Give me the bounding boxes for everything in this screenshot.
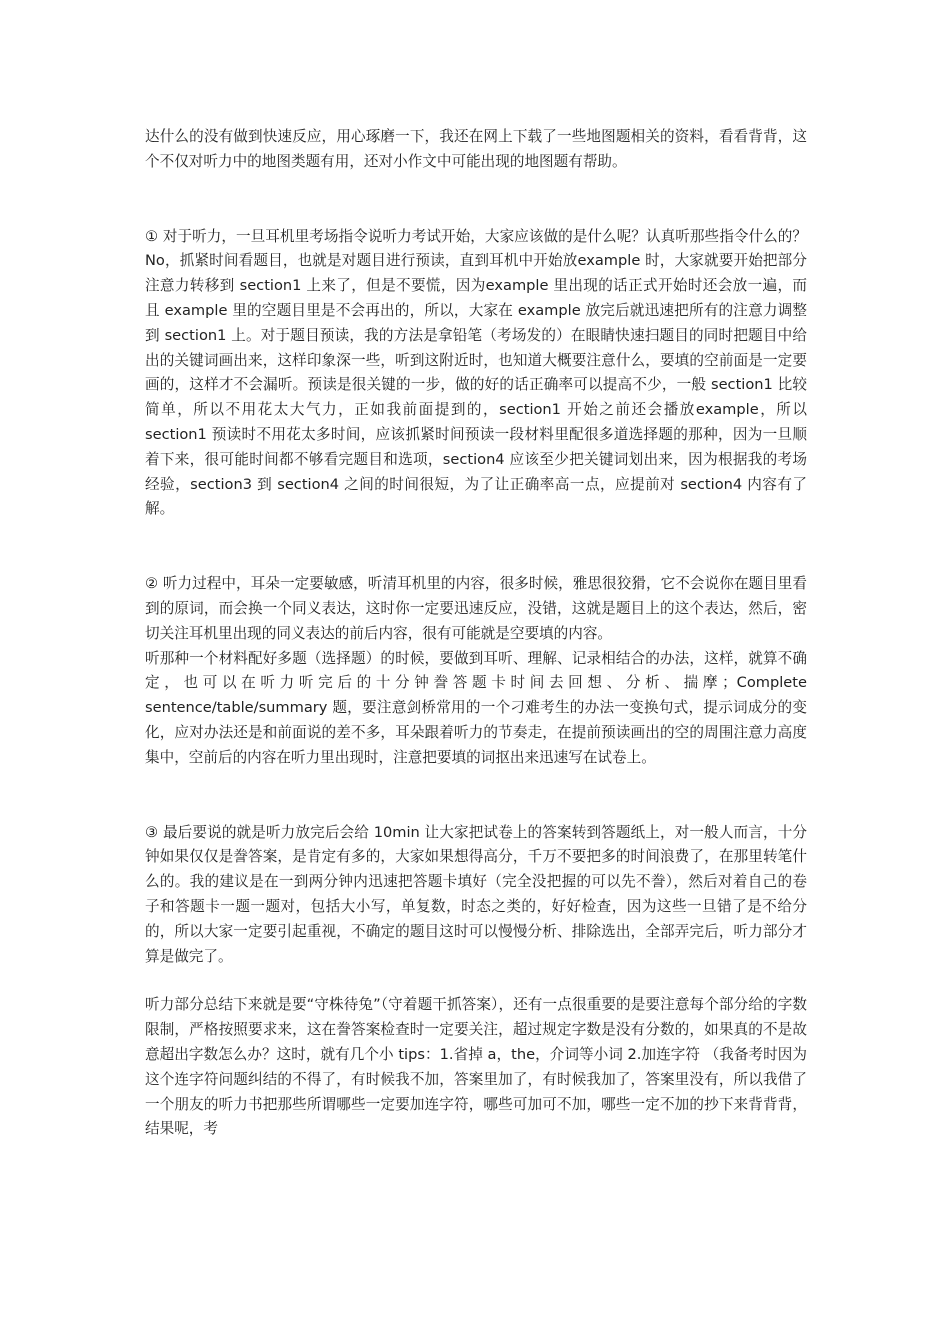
paragraph-summary: 听力部分总结下来就是要“守株待兔”（守着题干抓答案），还有一点很重要的是要注意每个部分给的字数限制，严格按照要求来，这在誊答案检查时一定要关注，超过规定字数是没有分数的，如果真的不是故意超出字数怎么办？这时，就有几个小 tips：1.省掉 a，the，介词等小词 2.加连字符 （我备考时因为这个连字符问题纠结的不得了，有时候我不加，答案里加了，有时候我加了，答案里没有，所以我借了一个朋友的听力书把那些所谓哪些一定要加连字符，哪些可加可不加，哪些一定不加的抄下来背背背，结果呢，考 — [145, 996, 807, 1138]
paragraph-map-materials: 达什么的没有做到快速反应，用心琢磨一下，我还在网上下载了一些地图题相关的资料，看看背背，这个不仅对听力中的地图类题有用，还对小作文中可能出现的地图题有帮助。 — [145, 128, 807, 170]
document-page — [145, 125, 807, 1142]
paragraph-tip-2-listening: ② 听力过程中，耳朵一定要敏感，听清耳机里的内容，很多时候，雅思很狡猾，它不会说你在题目里看到的原词，而会换一个同义表达，这时你一定要迅速反应，没错，这就是题目上的这个表达，然后，密切关注耳机里出现的同义表达的前后内容，很有可能就是空要填的内容。 — [145, 575, 807, 642]
paragraph-multiple-choice: 听那种一个材料配好多题（选择题）的时候，要做到耳听、理解、记录相结合的办法，这样，就算不确定，也可以在听力听完后的十分钟誊答题卡时间去回想、分析、揣摩；Complete sentence/table/summary 题，要注意剑桥常用的一个刁难考生的办法一变换句式，提示词成分的变化，应对办法还是和前面说的差不多，耳朵跟着听力的节奏走，在提前预读画出的空的周围注意力高度集中，空前后的内容在听力里出现时，注意把要填的词抠出来迅速写在试卷上。 — [145, 649, 807, 766]
paragraph-spacer — [145, 771, 807, 821]
paragraph-spacer — [145, 969, 807, 993]
paragraph-spacer — [145, 175, 807, 225]
paragraph-spacer — [145, 522, 807, 572]
paragraph-tip-3-answer-sheet: ③ 最后要说的就是听力放完后会给 10min 让大家把试卷上的答案转到答题纸上，对一般人而言，十分钟如果仅仅是誊答案，是肯定有多的，大家如果想得高分，千万不要把多的时间浪费了，在那里转笔什么的。我的建议是在一到两分钟内迅速把答题卡填好（完全没把握的可以先不誊），然后对着自己的卷子和答题卡一题一题对，包括大小写，单复数，时态之类的，好好检查，因为这些一旦错了是不给分的，所以大家一定要引起重视，不确定的题目这时可以慢慢分析、排除选出，全部弄完后，听力部分才算是做完了。 — [145, 823, 807, 965]
paragraph-tip-1-preview: ① 对于听力，一旦耳机里考场指令说听力考试开始，大家应该做的是什么呢？认真听那些指令什么的？No，抓紧时间看题目，也就是对题目进行预读，直到耳机中开始放example 时，大家就要开始把部分注意力转移到 section1 上来了，但是不要慌，因为example 里出现的话正式开始时还会放一遍，而且 example 里的空题目里是不会再出的，所以，大家在 example 放完后就迅速把所有的注意力调整到 section1 上。对于题目预读，我的方法是拿铅笔（考场发的）在眼睛快速扫题目的同时把题目中给出的关键词画出来，这样印象深一些，听到这附近时，也知道大概要注意什么，要填的空前面是一定要画的，这样才不会漏听。预读是很关键的一步，做的好的话正确率可以提高不少，一般 section1 比较简单，所以不用花太大气力，正如我前面提到的，section1 开始之前还会播放example，所以 section1 预读时不用花太多时间，应该抓紧时间预读一段材料里配很多道选择题的那种，因为一旦顺着下来，很可能时间都不够看完题目和选项，section4 应该至少把关键词划出来，因为根据我的考场经验，section3 到 section4 之间的时间很短，为了让正确率高一点，应提前对 section4 内容有了解。 — [145, 227, 807, 518]
